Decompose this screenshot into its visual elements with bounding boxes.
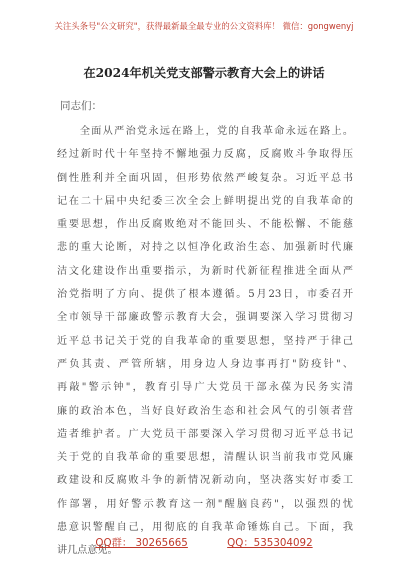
- body-line: 作部署，用好警示教育这一剂"醒脑良药"，以强烈的忧: [57, 498, 353, 510]
- body-line: 严负其责、严管所辖，用身边人身边事再打"防疫针"、: [57, 358, 353, 370]
- body-line: 廉的政治本色，当好良好政治生态和社会风气的引领者营: [57, 405, 353, 417]
- body-line: 全市领导干部廉政警示教育大会，强调要深入学习贯彻习: [57, 312, 353, 324]
- body-line: 全面从严治党永远在路上，党的自我革命永远在路上。: [57, 126, 353, 137]
- body-line: 关于党的自我革命的重要思想，清醒认识当前我市党风廉: [57, 452, 353, 464]
- footer-contact: [0, 534, 408, 549]
- qq-group-number: QQ群： 30265665: [95, 537, 188, 549]
- body-line: 政建设和反腐败斗争的新情况新动向，坚决落实好市委工: [57, 475, 353, 487]
- speech-body: [57, 120, 353, 563]
- header-note: 关注头条号"公文研究"，获得最新最全最专业的公文资料库！ 微信：gongwenyj: [54, 21, 354, 31]
- body-line: 患意识警醒自己，用彻底的自我革命锤炼自己。下面，我: [57, 522, 353, 534]
- body-line: 造者维护者。广大党员干部要深入学习贯彻习近平总书记: [57, 428, 353, 440]
- body-line: 倒性胜利并全面巩固，但形势依然严峻复杂。习近平总书: [57, 172, 353, 184]
- body-line: 再敲"警示钟"，教育引导广大党员干部永葆为民务实清: [57, 382, 353, 394]
- qq-number: QQ：535304092: [227, 537, 313, 549]
- body-line: 治党指明了方向、提供了根本遵循。5月23日，市委召开: [57, 289, 353, 301]
- body-line: 记在二十届中央纪委三次全会上鲜明提出党的自我革命的: [57, 195, 353, 207]
- body-line: 悲的重大论断，对持之以恒净化政治生态、加强新时代廉: [57, 242, 353, 254]
- body-line: 重要思想，作出反腐败绝对不能回头、不能松懈、不能慈: [57, 219, 353, 231]
- body-line: 洁文化建设作出重要指示，为新时代新征程推进全面从严: [57, 265, 353, 277]
- body-line: 近平总书记关于党的自我革命的重要思想，坚持严于律己: [57, 335, 353, 347]
- document-title: 在2024年机关党支部警示教育大会上的讲话: [83, 66, 325, 80]
- salutation: 同志们：: [60, 100, 102, 112]
- body-line: 讲几点意见。: [57, 545, 118, 557]
- body-line: 经过新时代十年坚持不懈地强力反腐，反腐败斗争取得压: [57, 149, 353, 161]
